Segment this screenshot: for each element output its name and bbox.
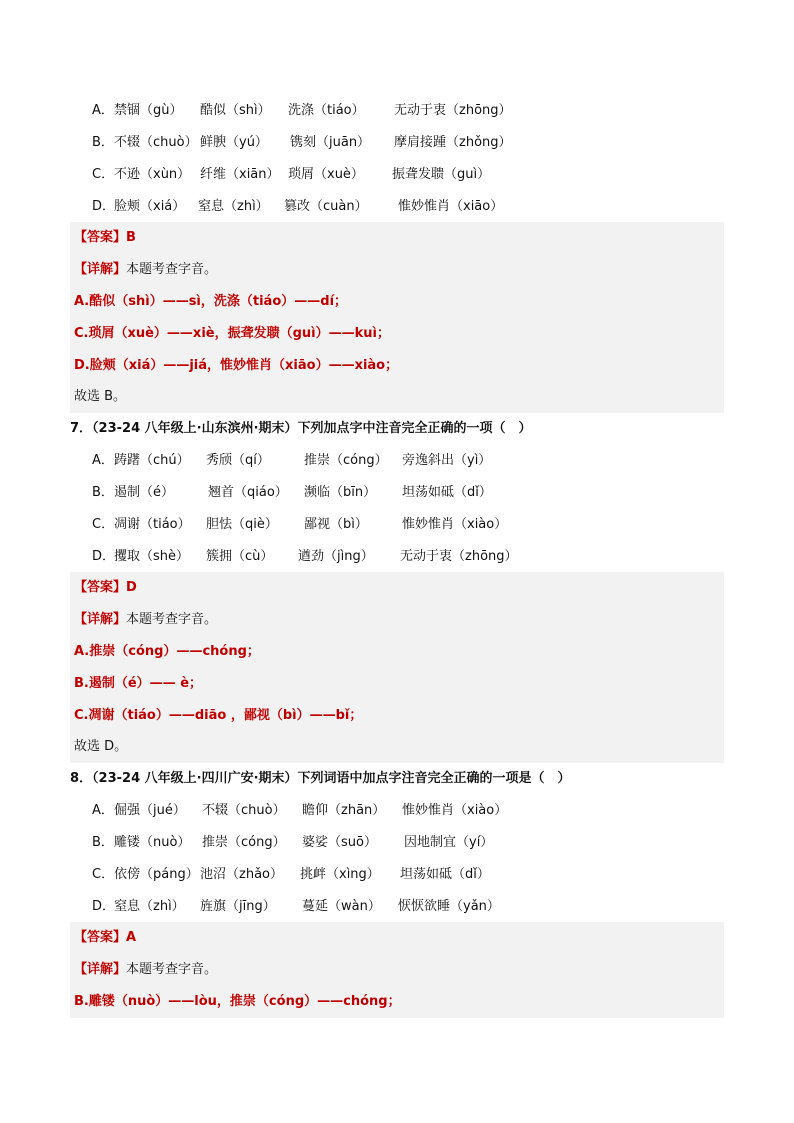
- option-word: 坦荡如砥（dǐ）: [400, 867, 490, 882]
- option-word: 遏制（é）: [114, 485, 174, 500]
- explanation-line: A.酷似（shì）——sì，洗涤（tiáo）——dí；: [70, 286, 724, 318]
- option-word: 雕镂（nuò）: [114, 835, 191, 850]
- option-a: [70, 795, 724, 827]
- question-stem: 7．（23-24 八年级上·山东滨州·期末）下列加点字中注音完全正确的一项（ ）: [70, 421, 532, 436]
- option-letter: C．: [92, 867, 115, 882]
- detail-text: 本题考查字音。: [126, 262, 218, 277]
- option-word: 鄙视（bì）: [304, 517, 368, 532]
- answer-value: A: [126, 930, 137, 945]
- option-letter: B．: [92, 835, 114, 850]
- option-word: 翘首（qiáo）: [208, 485, 288, 500]
- option-word: 推崇（cóng）: [304, 453, 388, 468]
- option-word: 旁逸斜出（yì）: [402, 453, 492, 468]
- option-word: 篡改（cuàn）: [284, 199, 368, 214]
- option-c: [70, 859, 724, 891]
- option-b: [70, 477, 724, 509]
- detail-label: 【详解】: [74, 962, 127, 977]
- answer-value: D: [126, 580, 137, 595]
- option-word: 簇拥（cù）: [206, 549, 274, 564]
- option-d: [70, 891, 724, 923]
- option-word: 旌旗（jīng）: [200, 899, 276, 914]
- option-word: 因地制宜（yí）: [404, 835, 494, 850]
- option-word: 振聋发聩（guì）: [392, 167, 491, 182]
- option-c: [70, 509, 724, 541]
- option-letter: C．: [92, 517, 115, 532]
- question-stem: 8．（23-24 八年级上·四川广安·期末）下列词语中加点字注音完全正确的一项是（ ）: [70, 771, 571, 786]
- option-word: 池沼（zhǎo）: [200, 867, 283, 882]
- detail-row: [70, 254, 724, 286]
- answer-label: 【答案】: [74, 580, 127, 595]
- option-word: 不逊（xùn）: [114, 167, 191, 182]
- option-word: 踌躇（chú）: [114, 453, 190, 468]
- option-letter: C．: [92, 167, 115, 182]
- option-word: 攫取（shè）: [114, 549, 190, 564]
- option-word: 凋谢（tiáo）: [114, 517, 191, 532]
- detail-row: [70, 604, 724, 636]
- option-word: 惟妙惟肖（xiào）: [402, 517, 508, 532]
- option-word: 无动于衷（zhōng）: [394, 103, 512, 118]
- option-word: 挑衅（xìng）: [300, 867, 380, 882]
- answer-label: 【答案】: [74, 930, 127, 945]
- option-word: 摩肩接踵（zhǒng）: [394, 135, 512, 150]
- option-word: 秀颀（qí）: [206, 453, 270, 468]
- option-word: 脸颊（xiá）: [114, 199, 186, 214]
- option-word: 蔓延（wàn）: [302, 899, 381, 914]
- option-d: [70, 541, 724, 573]
- option-letter: D．: [92, 899, 116, 914]
- answer-row: [70, 572, 724, 604]
- option-word: 依傍（páng）: [114, 867, 199, 882]
- option-word: 瞻仰（zhān）: [302, 803, 386, 818]
- option-letter: A．: [92, 453, 114, 468]
- option-word: 坦荡如砥（dǐ）: [402, 485, 492, 500]
- answer-value: B: [126, 230, 136, 245]
- detail-row: [70, 954, 724, 986]
- option-word: 洗涤（tiáo）: [288, 103, 365, 118]
- explanation-line: D.脸颊（xiá）——jiá，惟妙惟肖（xiāo）——xiào；: [70, 350, 724, 382]
- option-b: [70, 827, 724, 859]
- detail-text: 本题考查字音。: [126, 612, 218, 627]
- option-word: 遒劲（jìng）: [298, 549, 374, 564]
- answer-row: [70, 222, 724, 254]
- option-word: 推崇（cóng）: [202, 835, 286, 850]
- option-word: 窒息（zhì）: [198, 199, 269, 214]
- conclusion-line: 故选 D。: [70, 731, 724, 763]
- option-word: 倔强（jué）: [114, 803, 186, 818]
- option-word: 禁锢（gù）: [114, 103, 183, 118]
- explanation-line: B.雕镂（nuò）——lòu，推崇（cóng）——chóng；: [70, 986, 724, 1018]
- detail-label: 【详解】: [74, 612, 127, 627]
- detail-label: 【详解】: [74, 262, 127, 277]
- explanation-line: A.推崇（cóng）——chóng；: [70, 636, 724, 668]
- explanation-line: B.遏制（é）—— è；: [70, 668, 724, 700]
- option-word: 惟妙惟肖（xiào）: [402, 803, 508, 818]
- option-word: 不辍（chuò）: [114, 135, 198, 150]
- option-word: 婆娑（suō）: [302, 835, 377, 850]
- option-letter: D．: [92, 199, 116, 214]
- conclusion-line: 故选 B。: [70, 381, 724, 413]
- option-word: 惟妙惟肖（xiāo）: [398, 199, 504, 214]
- option-word: 鲜腴（yú）: [200, 135, 268, 150]
- option-word: 窒息（zhì）: [114, 899, 185, 914]
- option-b: [70, 127, 724, 159]
- option-letter: D．: [92, 549, 116, 564]
- option-a: [70, 95, 724, 127]
- answer-row: [70, 922, 724, 954]
- option-word: 酷似（shì）: [200, 103, 271, 118]
- option-letter: B．: [92, 135, 114, 150]
- option-word: 恹恹欲睡（yǎn）: [398, 899, 500, 914]
- option-word: 濒临（bīn）: [304, 485, 377, 500]
- option-d: [70, 191, 724, 223]
- option-letter: A．: [92, 103, 114, 118]
- option-word: 无动于衷（zhōng）: [400, 549, 518, 564]
- option-word: 镌刻（juān）: [290, 135, 371, 150]
- option-a: [70, 445, 724, 477]
- option-letter: A．: [92, 803, 114, 818]
- option-word: 胆怯（qiè）: [206, 517, 278, 532]
- option-word: 琐屑（xuè）: [288, 167, 364, 182]
- option-word: 不辍（chuò）: [202, 803, 286, 818]
- option-word: 纤维（xiān）: [200, 167, 280, 182]
- option-c: [70, 159, 724, 191]
- explanation-line: C.凋谢（tiáo）——diāo ，鄙视（bì）——bǐ；: [70, 700, 724, 732]
- detail-text: 本题考查字音。: [126, 962, 218, 977]
- explanation-line: C.琐屑（xuè）——xiè，振聋发聩（guì）——kuì；: [70, 318, 724, 350]
- answer-label: 【答案】: [74, 230, 127, 245]
- option-letter: B．: [92, 485, 114, 500]
